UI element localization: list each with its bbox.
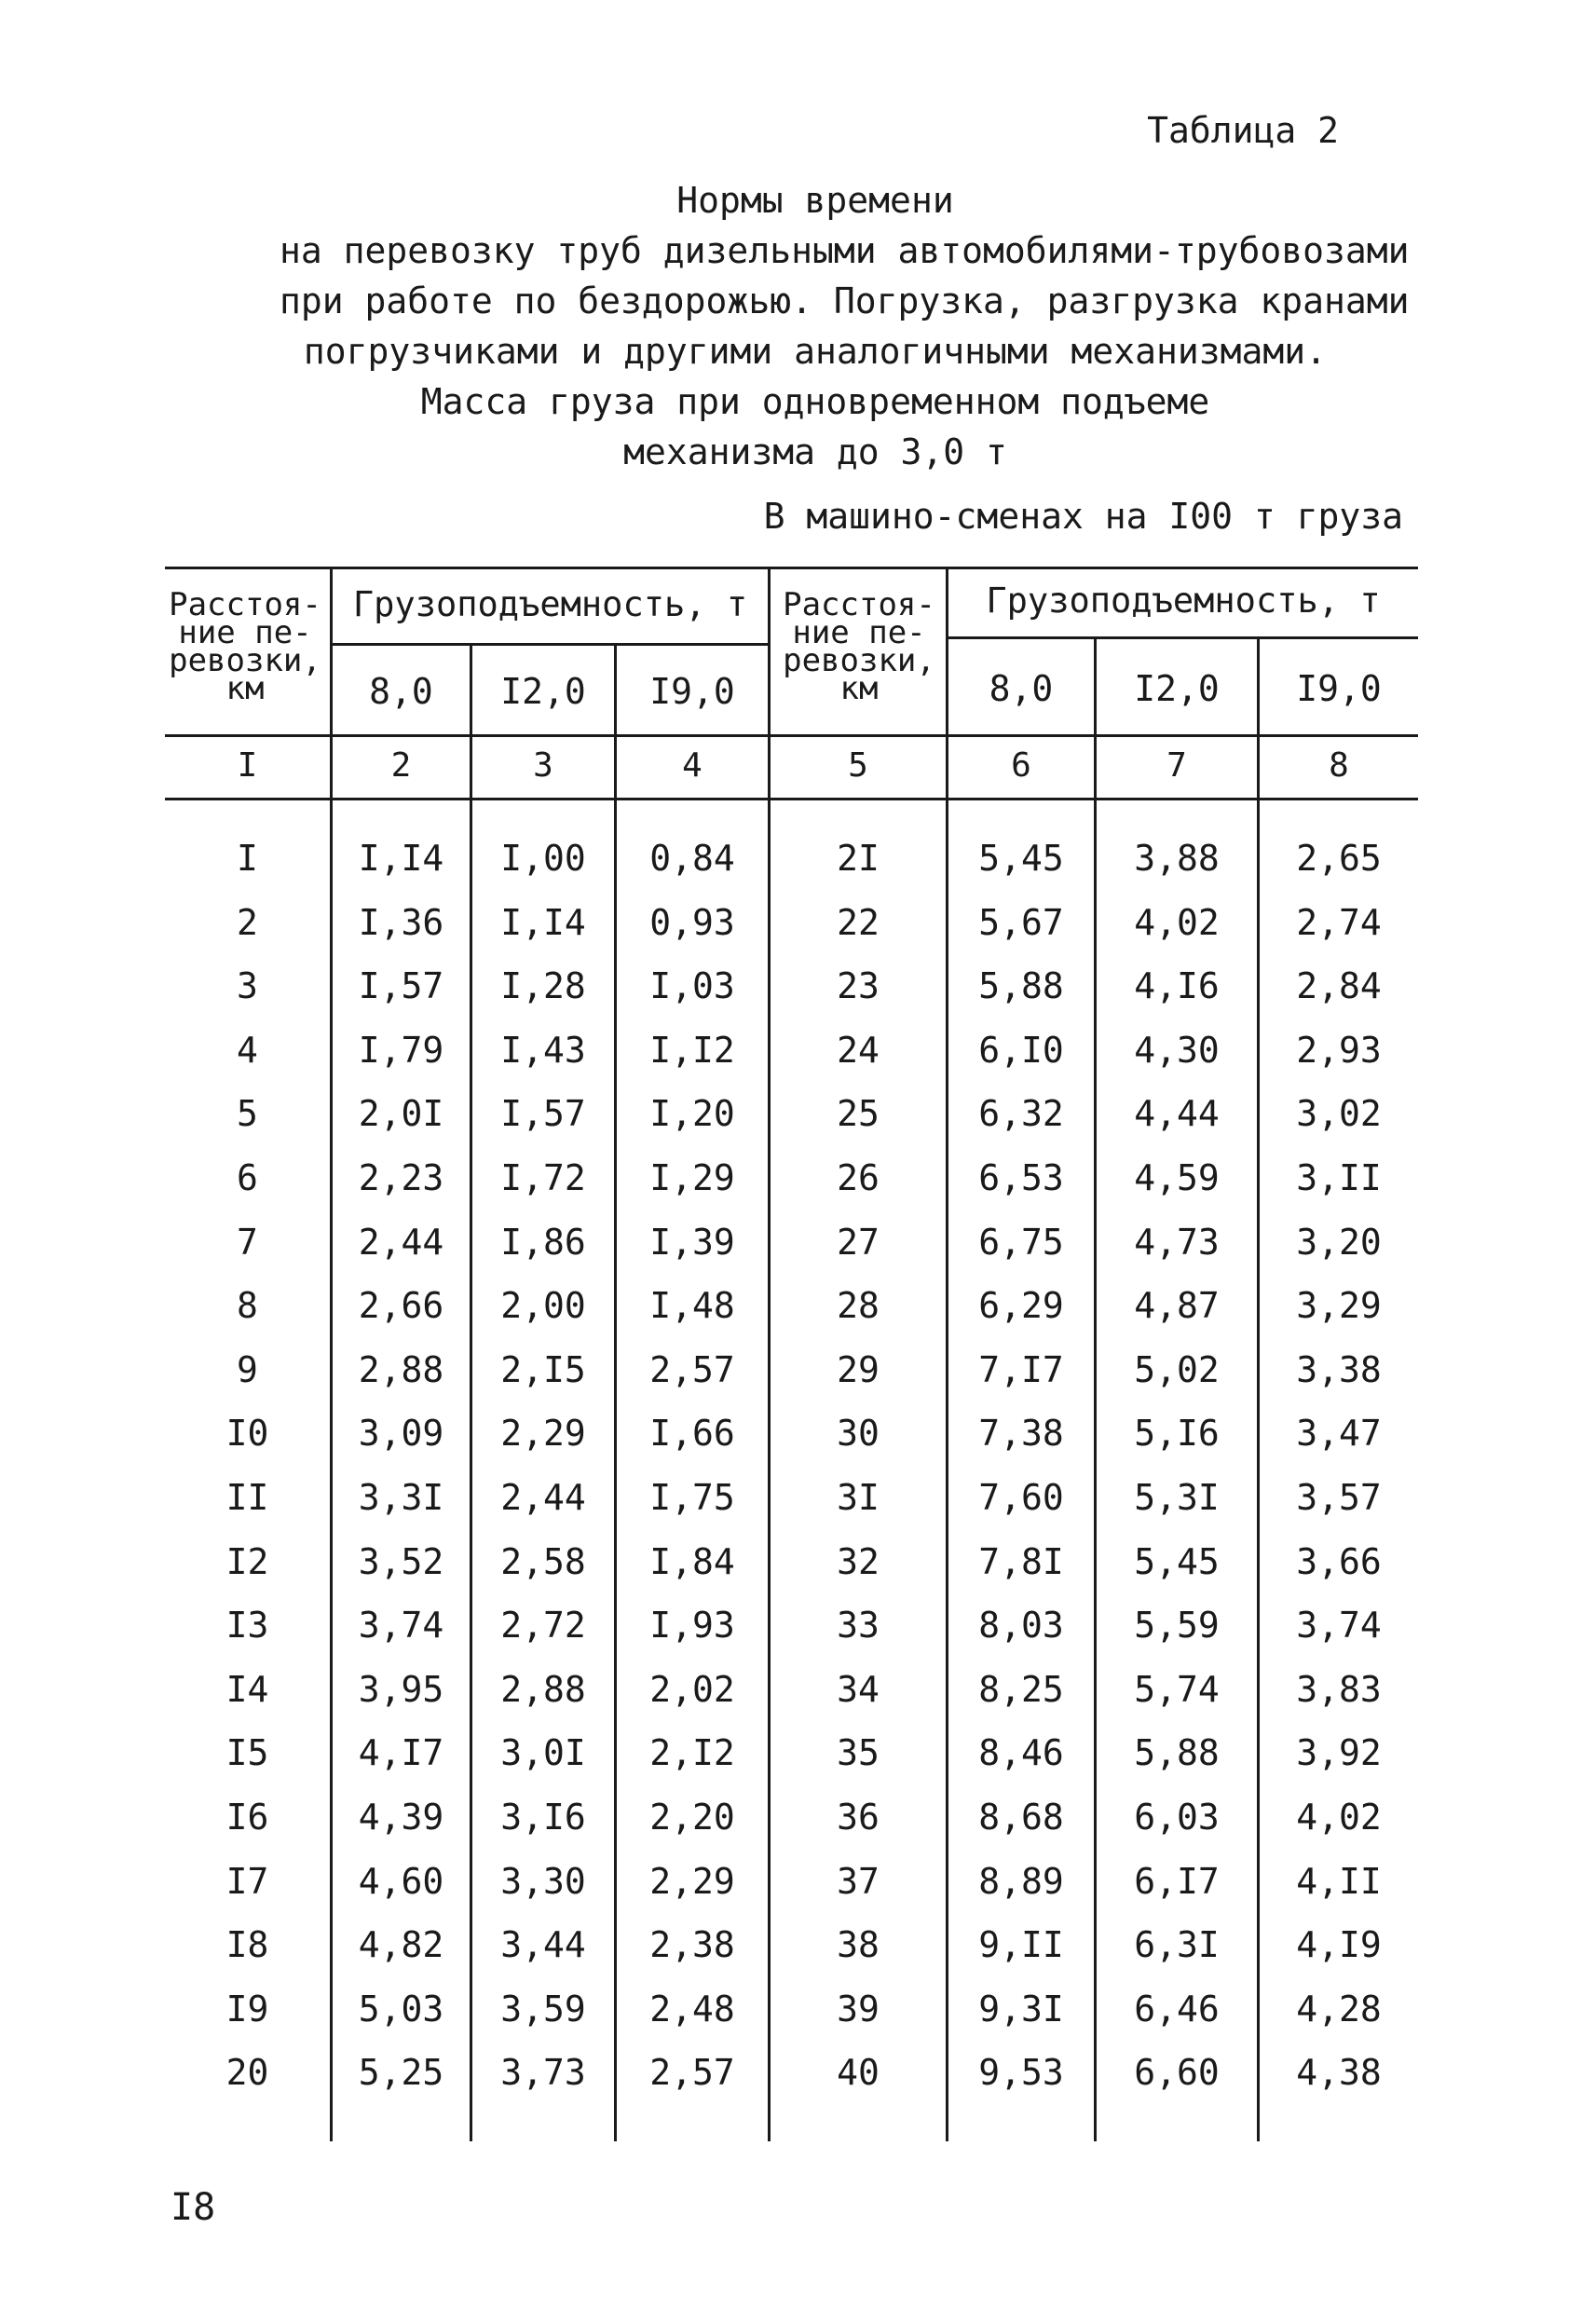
norm-cell: I,20 (649, 1093, 735, 1134)
norm-cell: I,43 (500, 1030, 586, 1071)
distance-cell: 30 (837, 1413, 880, 1454)
norm-cell: 3,66 (1296, 1541, 1382, 1582)
distance-cell: I7 (225, 1861, 269, 1902)
norm-cell: 5,59 (1134, 1605, 1220, 1646)
norm-cell: 7,8I (978, 1541, 1064, 1582)
distance-cell: 27 (837, 1222, 880, 1263)
norm-cell: 6,53 (978, 1157, 1064, 1198)
title-line: погрузчиками и другими аналогичными механизмами. (303, 331, 1328, 372)
distance-cell: 6 (237, 1157, 258, 1198)
norm-cell: I,48 (649, 1285, 735, 1326)
distance-cell: I6 (225, 1797, 269, 1838)
norm-cell: I,29 (649, 1157, 735, 1198)
norm-cell: 3,57 (1296, 1477, 1382, 1518)
capacity-header: Грузоподъемность, т (352, 584, 748, 624)
norm-cell: 3,0I (500, 1732, 586, 1773)
norm-cell: I,72 (500, 1157, 586, 1198)
norm-cell: 4,44 (1134, 1093, 1220, 1134)
norm-cell: I,66 (649, 1413, 735, 1454)
norm-cell: 0,93 (649, 902, 735, 943)
distance-cell: I (237, 838, 258, 879)
norm-cell: I,28 (500, 965, 586, 1006)
page-number: I8 (171, 2186, 216, 2229)
norm-cell: 8,25 (978, 1669, 1064, 1710)
norm-cell: 8,03 (978, 1605, 1064, 1646)
norm-cell: 2,23 (358, 1157, 444, 1198)
norm-cell: 3,92 (1296, 1732, 1382, 1773)
norm-cell: 7,38 (978, 1413, 1064, 1454)
distance-cell: 20 (225, 2052, 269, 2093)
norm-cell: 6,I0 (978, 1030, 1064, 1071)
norm-cell: 3,II (1296, 1157, 1382, 1198)
norm-cell: 5,03 (358, 1989, 444, 2030)
capacity-group-rule-right (946, 636, 1418, 639)
distance-cell: 4 (237, 1030, 258, 1071)
distance-cell: 3I (837, 1477, 880, 1518)
norm-cell: 7,I7 (978, 1349, 1064, 1390)
norm-cell: 4,73 (1134, 1222, 1220, 1263)
norm-cell: 2,20 (649, 1797, 735, 1838)
distance-cell: 28 (837, 1285, 880, 1326)
distance-cell: 22 (837, 902, 880, 943)
norm-cell: 4,38 (1296, 2052, 1382, 2093)
column-number: 8 (1329, 746, 1349, 785)
norm-cell: I,57 (358, 965, 444, 1006)
norm-cell: 2,48 (649, 1989, 735, 2030)
norm-cell: 3,29 (1296, 1285, 1382, 1326)
norm-cell: 2,29 (500, 1413, 586, 1454)
norm-cell: 4,I9 (1296, 1924, 1382, 1965)
norm-cell: 6,32 (978, 1093, 1064, 1134)
norm-cell: 5,45 (1134, 1541, 1220, 1582)
norm-cell: 9,II (978, 1924, 1064, 1965)
norm-cell: I,I4 (358, 838, 444, 879)
norm-cell: 4,30 (1134, 1030, 1220, 1071)
distance-cell: 26 (837, 1157, 880, 1198)
norm-cell: 6,46 (1134, 1989, 1220, 2030)
distance-cell: 34 (837, 1669, 880, 1710)
norm-cell: 8,46 (978, 1732, 1064, 1773)
norm-cell: 4,I7 (358, 1732, 444, 1773)
distance-cell: 37 (837, 1861, 880, 1902)
norm-cell: 7,60 (978, 1477, 1064, 1518)
norm-cell: 4,02 (1296, 1797, 1382, 1838)
distance-cell: I4 (225, 1669, 269, 1710)
norm-cell: 3,47 (1296, 1413, 1382, 1454)
norm-cell: 5,3I (1134, 1477, 1220, 1518)
norm-cell: 2,29 (649, 1861, 735, 1902)
norm-cell: 2,I2 (649, 1732, 735, 1773)
distance-cell: I8 (225, 1924, 269, 1965)
norm-cell: I,36 (358, 902, 444, 943)
distance-cell: 8 (237, 1285, 258, 1326)
norm-cell: 2,88 (500, 1669, 586, 1710)
norm-cell: 5,25 (358, 2052, 444, 2093)
title-line: на перевозку труб дизельными автомобилями-трубовозами (280, 230, 1410, 271)
norm-cell: 5,02 (1134, 1349, 1220, 1390)
norm-cell: 3,88 (1134, 838, 1220, 879)
norm-cell: 2,02 (649, 1669, 735, 1710)
distance-cell: I3 (225, 1605, 269, 1646)
distance-cell: I9 (225, 1989, 269, 2030)
column-number: 2 (390, 746, 412, 785)
column-number: 3 (533, 746, 553, 785)
norm-cell: 3,09 (358, 1413, 444, 1454)
norm-cell: 6,60 (1134, 2052, 1220, 2093)
distance-cell: 9 (237, 1349, 258, 1390)
norm-cell: I,I4 (500, 902, 586, 943)
distance-cell: 5 (237, 1093, 258, 1134)
norm-cell: 2,0I (358, 1093, 444, 1134)
norm-cell: 2,I5 (500, 1349, 586, 1390)
norm-cell: 3,38 (1296, 1349, 1382, 1390)
distance-cell: 3 (237, 965, 258, 1006)
norm-cell: 2,65 (1296, 838, 1382, 879)
distance-header: Расстоя-ние пе-ревозки, км (169, 586, 321, 707)
capacity-value: I9,0 (1296, 668, 1382, 709)
norm-cell: 2,44 (500, 1477, 586, 1518)
norm-cell: 4,39 (358, 1797, 444, 1838)
norm-cell: 3,74 (358, 1605, 444, 1646)
norm-cell: 2,58 (500, 1541, 586, 1582)
title-line: при работе по бездорожью. Погрузка, разгрузка кранами (280, 280, 1410, 321)
norm-cell: 5,45 (978, 838, 1064, 879)
distance-cell: II (225, 1477, 269, 1518)
distance-cell: 40 (837, 2052, 880, 2093)
title-line: Нормы времени (676, 180, 954, 221)
units-note: В машино-сменах на I00 т груза (763, 496, 1403, 537)
norm-cell: I,86 (500, 1222, 586, 1263)
distance-cell: 2I (837, 838, 880, 879)
norm-cell: 4,60 (358, 1861, 444, 1902)
distance-cell: 25 (837, 1093, 880, 1134)
capacity-value: 8,0 (369, 671, 433, 712)
norm-cell: 3,83 (1296, 1669, 1382, 1710)
norm-cell: 6,I7 (1134, 1861, 1220, 1902)
distance-cell: 33 (837, 1605, 880, 1646)
norm-cell: I,84 (649, 1541, 735, 1582)
norm-cell: 2,00 (500, 1285, 586, 1326)
norm-cell: I,03 (649, 965, 735, 1006)
capacity-header: Грузоподъемность, т (986, 581, 1381, 621)
norm-cell: 4,II (1296, 1861, 1382, 1902)
distance-cell: 7 (237, 1222, 258, 1263)
distance-cell: 36 (837, 1797, 880, 1838)
capacity-value: I9,0 (649, 671, 735, 712)
norm-cell: 0,84 (649, 838, 735, 879)
header-bottom-rule (165, 734, 1418, 737)
norm-cell: 3,52 (358, 1541, 444, 1582)
capacity-group-rule-left (330, 643, 768, 646)
capacity-value: 8,0 (989, 668, 1054, 709)
norm-cell: 2,44 (358, 1222, 444, 1263)
capacity-value: I2,0 (1134, 668, 1220, 709)
norm-cell: I,39 (649, 1222, 735, 1263)
column-number: 5 (848, 746, 868, 785)
column-number: 6 (1011, 746, 1031, 785)
title-line: Масса груза при одновременном подъеме (420, 381, 1210, 422)
distance-cell: 32 (837, 1541, 880, 1582)
norm-cell: I,79 (358, 1030, 444, 1071)
norm-cell: 5,I6 (1134, 1413, 1220, 1454)
norm-cell: 2,72 (500, 1605, 586, 1646)
table-top-rule (165, 567, 1418, 569)
norm-cell: 2,84 (1296, 965, 1382, 1006)
norm-cell: 8,68 (978, 1797, 1064, 1838)
norm-cell: I,00 (500, 838, 586, 879)
table-title (280, 175, 1410, 477)
distance-cell: 23 (837, 965, 880, 1006)
distance-cell: I0 (225, 1413, 269, 1454)
distance-cell: I2 (225, 1541, 269, 1582)
norm-cell: 3,3I (358, 1477, 444, 1518)
norm-cell: 8,89 (978, 1861, 1064, 1902)
norm-cell: 4,28 (1296, 1989, 1382, 2030)
norm-cell: 9,53 (978, 2052, 1064, 2093)
capacity-value: I2,0 (500, 671, 586, 712)
norm-cell: 6,3I (1134, 1924, 1220, 1965)
norm-cell: I,I2 (649, 1030, 735, 1071)
norm-cell: 3,44 (500, 1924, 586, 1965)
norm-cell: 3,20 (1296, 1222, 1382, 1263)
norm-cell: 2,66 (358, 1285, 444, 1326)
norm-cell: 3,73 (500, 2052, 586, 2093)
norm-cell: 2,57 (649, 2052, 735, 2093)
norm-cell: 4,82 (358, 1924, 444, 1965)
norm-cell: 3,59 (500, 1989, 586, 2030)
table-label: Таблица 2 (1147, 110, 1339, 151)
norm-cell: 4,I6 (1134, 965, 1220, 1006)
norm-cell: 6,29 (978, 1285, 1064, 1326)
norm-cell: 5,88 (978, 965, 1064, 1006)
norm-cell: 5,88 (1134, 1732, 1220, 1773)
norm-cell: 3,30 (500, 1861, 586, 1902)
norm-cell: I,75 (649, 1477, 735, 1518)
distance-cell: 2 (237, 902, 258, 943)
distance-cell: 38 (837, 1924, 880, 1965)
norm-cell: 2,93 (1296, 1030, 1382, 1071)
norm-cell: 3,74 (1296, 1605, 1382, 1646)
norm-cell: 3,95 (358, 1669, 444, 1710)
distance-cell: 29 (837, 1349, 880, 1390)
norm-cell: I,93 (649, 1605, 735, 1646)
column-number: 7 (1166, 746, 1187, 785)
distance-cell: 35 (837, 1732, 880, 1773)
norm-cell: 4,02 (1134, 902, 1220, 943)
distance-cell: 39 (837, 1989, 880, 2030)
norm-cell: 9,3I (978, 1989, 1064, 2030)
norm-cell: 3,I6 (500, 1797, 586, 1838)
distance-header: Расстоя-ние пе-ревозки, км (783, 586, 935, 707)
norm-cell: 2,74 (1296, 902, 1382, 943)
norm-cell: 4,59 (1134, 1157, 1220, 1198)
norm-cell: 2,88 (358, 1349, 444, 1390)
norm-cell: 2,57 (649, 1349, 735, 1390)
column-number: I (237, 746, 258, 785)
distance-cell: I5 (225, 1732, 269, 1773)
title-line: механизма до 3,0 т (623, 431, 1007, 472)
norm-cell: 2,38 (649, 1924, 735, 1965)
column-number: 4 (682, 746, 703, 785)
norm-cell: 6,03 (1134, 1797, 1220, 1838)
norm-cell: 4,87 (1134, 1285, 1220, 1326)
norm-cell: 5,67 (978, 902, 1064, 943)
norm-cell: 3,02 (1296, 1093, 1382, 1134)
column-number-rule (165, 798, 1418, 800)
norm-cell: 6,75 (978, 1222, 1064, 1263)
norm-cell: 5,74 (1134, 1669, 1220, 1710)
norms-table (165, 567, 1418, 2141)
distance-cell: 24 (837, 1030, 880, 1071)
norm-cell: I,57 (500, 1093, 586, 1134)
